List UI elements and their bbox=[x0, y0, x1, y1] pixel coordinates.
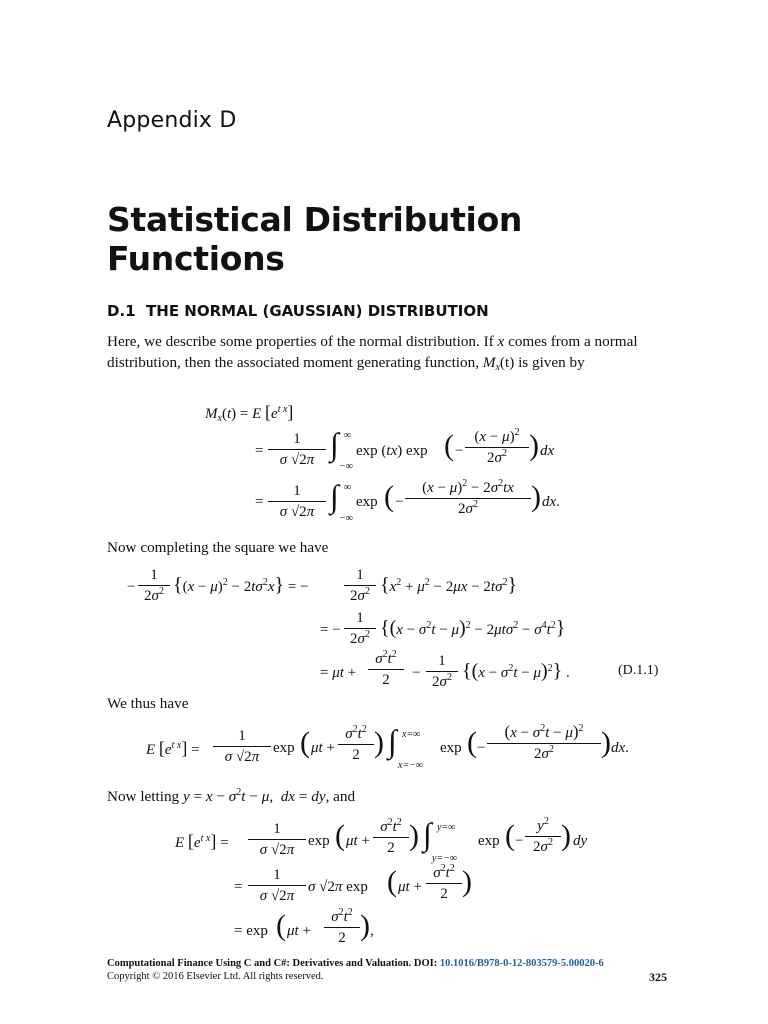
footer bbox=[107, 957, 667, 983]
intro-text-b: comes from a normal distribution, then the associated moment generating function, bbox=[107, 333, 638, 371]
letting-paragraph bbox=[107, 787, 672, 808]
footer-doi-label: DOI: bbox=[413, 958, 438, 969]
section-title: THE NORMAL (GAUSSIAN) DISTRIBUTION bbox=[146, 302, 489, 320]
footer-copyright: Copyright © 2016 Elsevier Ltd. All rights reserved. bbox=[107, 971, 324, 982]
chapter-title bbox=[107, 200, 522, 278]
section-number: D.1 bbox=[107, 302, 136, 320]
section-heading bbox=[107, 302, 489, 320]
footer-doi-link[interactable]: 10.1016/B978-0-12-803579-5.00020-6 bbox=[439, 958, 604, 969]
intro-text-c: is given by bbox=[514, 353, 585, 371]
intro-text-a: Here, we describe some properties of the normal distribution. If bbox=[107, 333, 498, 350]
letting-text-a: Now letting bbox=[107, 788, 183, 805]
page-number: 325 bbox=[649, 970, 667, 984]
intro-paragraph bbox=[107, 332, 672, 373]
intro-func-sub: x bbox=[495, 361, 500, 373]
thus-paragraph: We thus have bbox=[107, 695, 189, 712]
substitution-math: $y = x - \sigma^2t - \mu$, dx = dy bbox=[182, 787, 326, 805]
intro-func-arg: (t) bbox=[499, 353, 515, 371]
equation-number-d11: (D.1.1) bbox=[618, 663, 659, 678]
completing-paragraph: Now completing the square we have bbox=[107, 539, 329, 556]
intro-var: x bbox=[497, 333, 505, 350]
letting-text-b: , and bbox=[325, 788, 356, 805]
chapter-title-line2: Functions bbox=[107, 239, 285, 278]
page: Appendix D Statistical Distribution Functions D.1 THE NORMAL (GAUSSIAN) DISTRIBUTION Here, we describe some properties of the normal distribution. If x comes from a normal distribution, then the associated moment generating function, $M_x(t)$ is given by $M_x(t) = E$ $[e^{t x}]$ = 1 σ √2π ∫ ∞ −∞ exp (tx) exp ( − $(x - \mu)^2$ $2\sigma^2$ ) dx = 1 σ √2π ∫ ∞ −∞ exp ( − $(x - \mu)^2 - 2\sigma^2tx$ $2\sigma^2$ ) dx. Now completing the square we have − 1 $2\sigma^2$ $\{(x - \mu)^2 - 2t\sigma^2x\}$ = − 1 $2\sigma^2$ $\{x^2 + \mu^2 - 2\mu x - 2t\sigma^2\}$ = − 1 $2\sigma^2$ $\{(x - \sigma^2t - \mu)^2 - 2\mu t\sigma^2 - \sigma^4t^2\}$ = μt + $\sigma^2t^2$ 2 − 1 $2\sigma^2$ $\{(x - \sigma^2t - \mu)^2\}$ . (D.1.1) We thus have E $[e^{t x}]$ = 1 σ √2π exp ( μt + $\sigma^2t^2$ 2 ) ∫ x=∞ x=−∞ exp ( − $(x - \sigma^2t - \mu)^2$ $2\sigma^2$ ) dx. Now letting $y = x - \sigma^2t - \mu$, dx = dy, and E $[e^{t x}]$ = 1 σ √2π exp ( μt + $\sigma^2t^2$ 2 ) ∫ y=∞ y=−∞ exp ( − $y^2$ $2\sigma^2$ ) dy = 1 σ √2π σ √2π exp ( μt + $\sigma^2t^2$ 2 ) = exp ( μt + $\sigma^2t^2$ 2 ) , Computational Finance Using C and C#: Derivatives and Valuation. DOI: 10.1016/B978-0-12-803579-5.00020-6 Copyright © 2016 Elsevier Ltd. All rights reserved. 325 bbox=[0, 0, 768, 1024]
intro-func: M bbox=[482, 353, 496, 371]
footer-book-title: Computational Finance Using C and C#: Derivatives and Valuation. bbox=[107, 958, 412, 969]
appendix-label: Appendix D bbox=[107, 108, 237, 133]
chapter-title-line1: Statistical Distribution bbox=[107, 200, 523, 239]
